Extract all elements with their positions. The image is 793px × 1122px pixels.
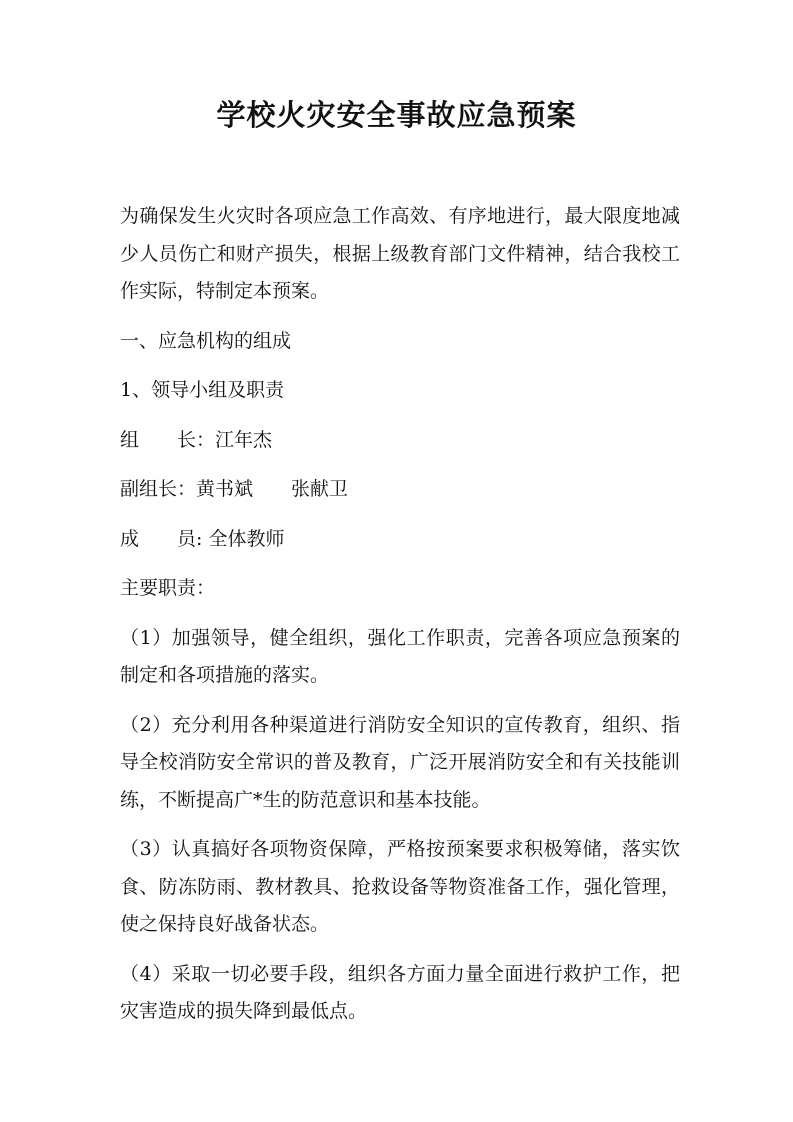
document-title: 学校火灾安全事故应急预案 (216, 98, 577, 132)
intro-paragraph: 为确保发生火灾时各项应急工作高效、有序地进行，最大限度地减少人员伤亡和财产损失，根据上级教育部门文件精神，结合我校工作实际，特制定本预案。 (120, 205, 680, 302)
team-leader-line: 组 长：江年杰 (120, 428, 273, 451)
duty-item-1: （1）加强领导，健全组织，强化工作职责，完善各项应急预案的制定和各项措施的落实。 (120, 626, 680, 686)
deputy-leader-line: 副组长：黄书斌 张献卫 (120, 478, 349, 500)
section-heading: 一、应急机构的组成 (120, 329, 292, 352)
document-body (120, 198, 680, 1043)
duty-item-4: （4）采取一切必要手段，组织各方面力量全面进行救护工作，把灾害造成的损失降到最低点。 (120, 962, 680, 1022)
subsection-heading: 1、领导小组及职责 (120, 379, 285, 401)
duty-item-2: （2）充分利用各种渠道进行消防安全知识的宣传教育，组织、指导全校消防安全常识的普及教育，广泛开展消防安全和有关技能训练，不断提高广*生的防范意识和基本技能。 (120, 713, 680, 811)
members-line: 成 员: 全体教师 (120, 527, 285, 550)
duties-heading: 主要职责： (120, 577, 216, 599)
duty-item-3: （3）认真搞好各项物资保障，严格按预案要求积极筹储，落实饮食、防冻防雨、教材教具、抢救设备等物资准备工作，强化管理，使之保持良好战备状态。 (120, 838, 680, 935)
